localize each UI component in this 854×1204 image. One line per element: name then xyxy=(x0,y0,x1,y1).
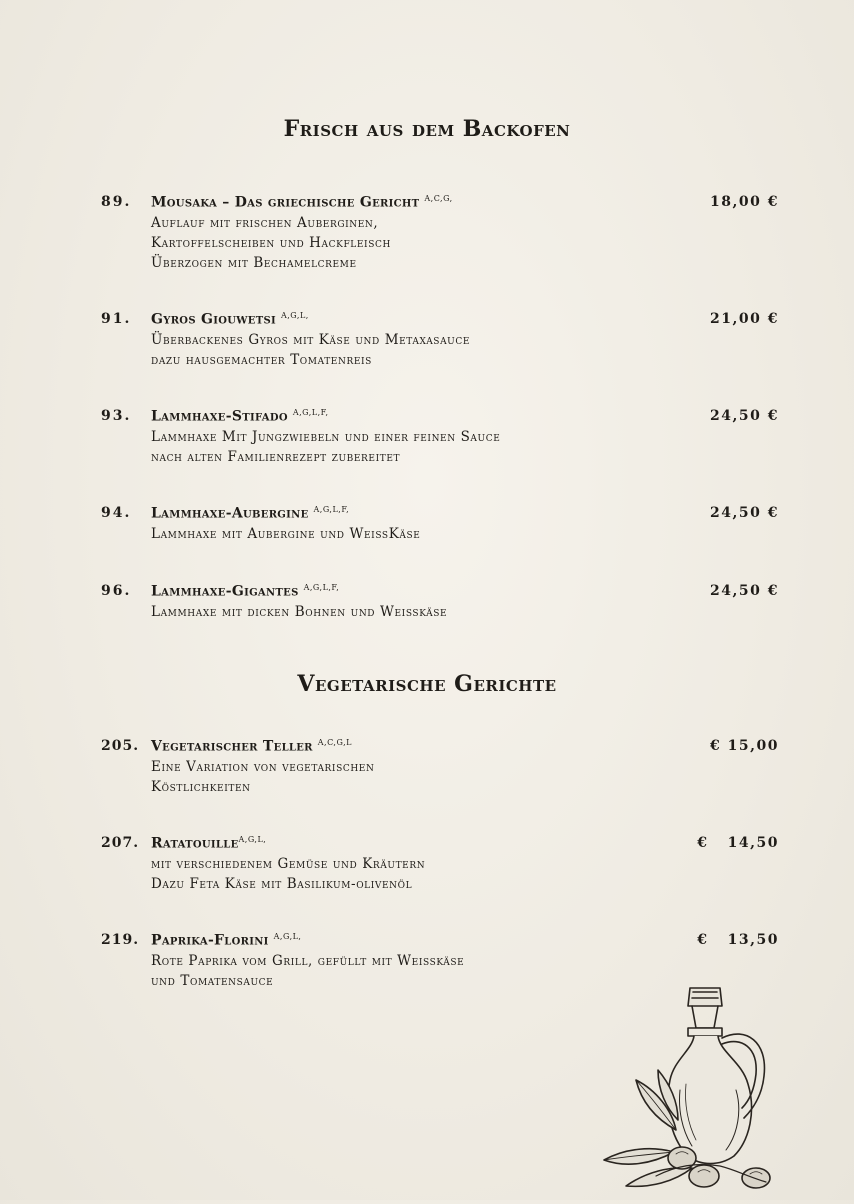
item-price: € 15,00 xyxy=(710,738,779,754)
item-description xyxy=(151,330,691,370)
item-allergens: A,G,L, xyxy=(273,932,302,941)
item-description xyxy=(151,213,691,273)
description-line: Lammhaxe mit dicken Bohnen und Weisskäse xyxy=(151,604,448,620)
item-price: 18,00 € xyxy=(710,194,779,210)
item-allergens: A,G,L,F, xyxy=(292,408,329,417)
description-line: Rote Paprika vom Grill, gefüllt mit Weisskäse xyxy=(151,953,465,969)
item-number: 94. xyxy=(101,505,132,521)
description-line: und Tomatensauce xyxy=(151,973,274,989)
item-description xyxy=(151,757,691,797)
item-price: 21,00 € xyxy=(710,311,779,327)
item-number: 207. xyxy=(101,835,140,851)
item-allergens: A,G,L, xyxy=(238,835,267,844)
item-name xyxy=(151,835,266,852)
item-price: 24,50 € xyxy=(710,408,779,424)
item-description xyxy=(151,524,691,544)
section-title-vegetarisch: Vegetarische Gerichte xyxy=(297,671,557,697)
section-title-backofen: Frisch aus dem Backofen xyxy=(283,116,571,142)
description-line: Lammhaxe Mit Jungzwiebeln und einer feinen Sauce xyxy=(151,429,501,445)
item-name xyxy=(151,408,329,425)
item-price: 24,50 € xyxy=(710,505,779,521)
item-name-text: Gyros Giouwetsi xyxy=(151,311,276,328)
description-line: Köstlichkeiten xyxy=(151,779,251,795)
item-name xyxy=(151,932,301,949)
item-name-text: Lammhaxe-Stifado xyxy=(151,408,288,425)
description-line: Dazu Feta Käse mit Basilikum-olivenöl xyxy=(151,876,413,892)
description-line: Lammhaxe mit Aubergine und WeissKäse xyxy=(151,526,421,542)
item-name-text: Ratatouille xyxy=(151,835,239,852)
description-line: mit verschiedenem Gemüse und Kräutern xyxy=(151,856,426,872)
description-line: Kartoffelscheiben und Hackfleisch xyxy=(151,235,391,251)
item-description xyxy=(151,602,691,622)
item-name xyxy=(151,505,349,522)
item-name-text: Lammhaxe-Aubergine xyxy=(151,505,309,522)
item-price: € 13,50 xyxy=(697,932,779,948)
item-description xyxy=(151,854,691,894)
item-allergens: A,C,G,L xyxy=(317,738,352,747)
item-number: 219. xyxy=(101,932,140,948)
description-line: Eine Variation von vegetarischen xyxy=(151,759,375,775)
item-name xyxy=(151,194,453,211)
item-name-text: Lammhaxe-Gigantes xyxy=(151,583,299,600)
item-number: 93. xyxy=(101,408,132,424)
description-line: nach alten Familienrezept zubereitet xyxy=(151,449,401,465)
item-name-text: Paprika-Florini xyxy=(151,932,269,949)
olive-oil-jug-illustration-icon xyxy=(596,980,786,1200)
description-line: Überzogen mit Bechamelcreme xyxy=(151,255,357,271)
item-name xyxy=(151,738,352,755)
description-line: Überbackenes Gyros mit Käse und Metaxasauce xyxy=(151,332,471,348)
item-number: 205. xyxy=(101,738,140,754)
item-allergens: A,C,G, xyxy=(424,194,453,203)
item-number: 89. xyxy=(101,194,132,210)
item-price: 24,50 € xyxy=(710,583,779,599)
item-number: 91. xyxy=(101,311,132,327)
item-name xyxy=(151,583,339,600)
item-allergens: A,G,L,F, xyxy=(303,583,340,592)
description-line: Auflauf mit frischen Auberginen, xyxy=(151,215,379,231)
item-price: € 14,50 xyxy=(697,835,779,851)
item-number: 96. xyxy=(101,583,132,599)
item-name-text: Vegetarischer Teller xyxy=(151,738,313,755)
item-name xyxy=(151,311,309,328)
item-name-text: Mousaka – Das griechische Gericht xyxy=(151,194,420,211)
item-allergens: A,G,L, xyxy=(280,311,309,320)
item-description xyxy=(151,427,691,467)
description-line: dazu hausgemachter Tomatenreis xyxy=(151,352,372,368)
item-allergens: A,G,L,F, xyxy=(313,505,350,514)
